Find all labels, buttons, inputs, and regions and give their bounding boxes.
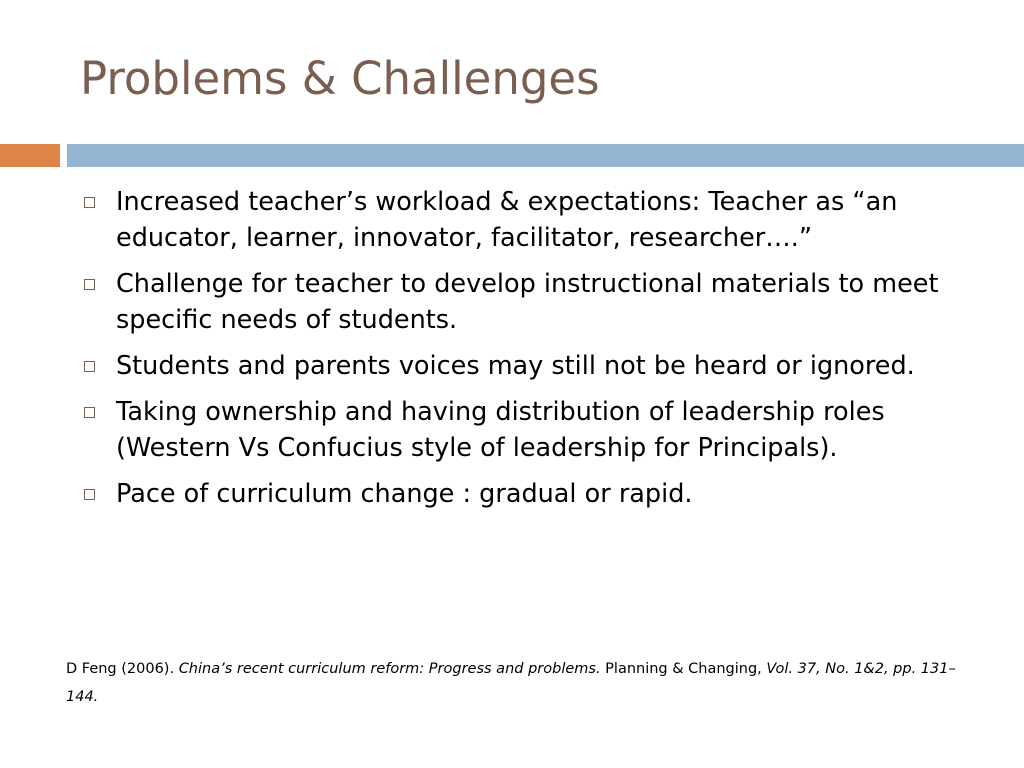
bullet-text: Taking ownership and having distribution of leadership roles (Western Vs Confucius style of leadership for Principals).	[116, 397, 885, 463]
hollow-square-bullet-icon	[84, 489, 95, 500]
hollow-square-bullet-icon	[84, 407, 95, 418]
citation-author-year: D Feng (2006).	[66, 661, 179, 677]
accent-bar-orange	[0, 144, 60, 167]
bullet-item	[80, 394, 980, 466]
bullet-text: Challenge for teacher to develop instructional materials to meet specific needs of students.	[116, 269, 939, 335]
slide-title: Problems & Challenges	[80, 52, 600, 105]
bullet-item	[80, 184, 980, 256]
bullet-item	[80, 266, 980, 338]
citation-article-title: China’s recent curriculum reform: Progress and problems.	[178, 661, 601, 677]
hollow-square-bullet-icon	[84, 197, 95, 208]
bullet-item	[80, 348, 980, 384]
bullet-text: Pace of curriculum change : gradual or rapid.	[116, 479, 693, 509]
bullet-list	[80, 184, 980, 522]
bullet-item	[80, 476, 980, 512]
hollow-square-bullet-icon	[84, 361, 95, 372]
bullet-text: Increased teacher’s workload & expectations: Teacher as “an educator, learner, innovator, facilitator, researcher….”	[116, 187, 898, 253]
citation-volume-pages: Vol. 37, No. 1&2, pp. 131–144.	[66, 661, 956, 705]
citation	[66, 655, 986, 711]
hollow-square-bullet-icon	[84, 279, 95, 290]
accent-bar-blue	[67, 144, 1024, 167]
bullet-text: Students and parents voices may still not be heard or ignored.	[116, 351, 915, 381]
citation-journal: Planning & Changing,	[600, 661, 767, 677]
